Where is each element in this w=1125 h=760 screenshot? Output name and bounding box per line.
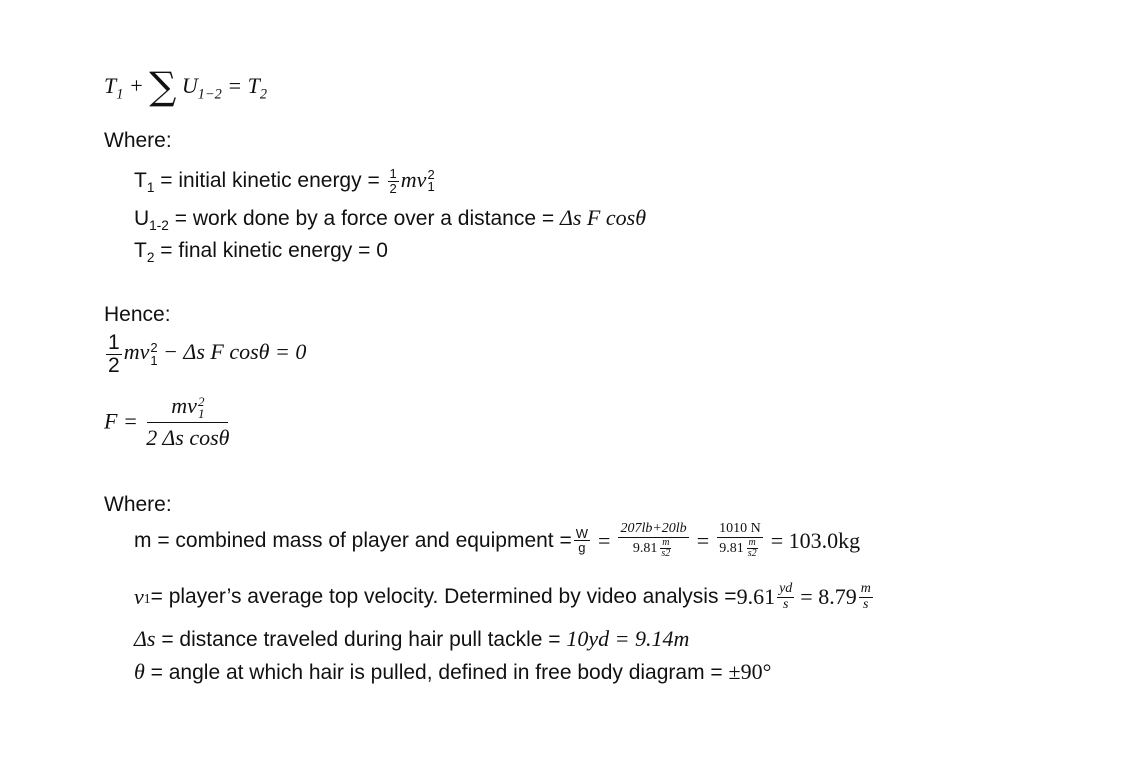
eq-plus: + (128, 73, 144, 98)
eq-equals: = (227, 73, 243, 98)
eq-t2: T (247, 73, 260, 98)
t1-mv: mv (400, 167, 427, 192)
theta-text: = angle at which hair is pulled, defined in free body diagram = (144, 661, 729, 684)
sigma-symbol: ∑ (149, 64, 177, 108)
u-symbol: U (134, 207, 150, 230)
hence-v-sup: 2 (150, 340, 158, 356)
m-num: m (860, 581, 871, 596)
hence-equation-1 (104, 332, 306, 377)
w-over-g-fraction (574, 527, 590, 555)
where-label-1: Where: (104, 129, 172, 152)
t1-symbol: T (134, 169, 147, 192)
lb-den (631, 538, 676, 560)
newton-den (717, 538, 762, 560)
velocity-symbol: v (134, 584, 144, 610)
hence-half-num: 1 (108, 331, 120, 354)
mass-definition (134, 522, 860, 560)
hence-label: Hence: (104, 303, 171, 326)
mass-text: m = combined mass of player and equipment = (134, 528, 572, 552)
distance-definition (134, 626, 689, 653)
hence-v-sub: 1 (150, 352, 158, 368)
t2-symbol: T (134, 239, 147, 262)
hence-half-den: 2 (108, 354, 120, 378)
distance-text: = distance traveled during hair pull tackle = (155, 628, 567, 651)
u-expr: Δs F cosθ (559, 205, 646, 230)
yd-per-s-fraction (777, 582, 794, 612)
g-den: g (578, 540, 586, 556)
mass-eq-1: = (598, 527, 611, 553)
force-num-scripts (197, 393, 205, 421)
newton-den-val: 9.81 (719, 540, 744, 556)
t2-definition (134, 238, 388, 271)
theta-definition (134, 659, 771, 686)
lb-fraction (618, 522, 688, 560)
force-equation (104, 394, 233, 449)
eq-u-sub: 1−2 (197, 86, 222, 103)
lb-num: 207lb+20lb (620, 521, 687, 536)
t1-v-scripts (427, 169, 434, 194)
half-num: 1 (389, 166, 397, 182)
distance-expr: 10yd = 9.14m (566, 626, 690, 651)
t1-definition (134, 167, 435, 201)
energy-equation (104, 64, 267, 108)
newton-fraction (717, 522, 763, 560)
yd-num: yd (779, 581, 793, 596)
force-den: 2 Δs cosθ (146, 425, 230, 451)
hence-rest: − Δs F cosθ = 0 (157, 338, 307, 364)
newton-den-unit (746, 538, 759, 560)
newton-den-unit-num: m (748, 536, 756, 548)
u-definition (134, 205, 646, 239)
eq-t1: T (104, 73, 117, 98)
lb-den-unit-num: m (662, 536, 670, 548)
theta-symbol: θ (134, 659, 145, 684)
force-lhs: F = (104, 408, 138, 434)
where-label-2: Where: (104, 493, 172, 516)
half-den: 2 (389, 180, 397, 196)
newton-den-unit-den: s2 (747, 548, 757, 560)
hence-mv: mv (123, 338, 150, 364)
u-text: = work done by a force over a distance = (168, 207, 560, 230)
hence-half-fraction (106, 332, 122, 377)
mass-result: = 103.0kg (770, 527, 861, 553)
velocity-text: = player’s average top velocity. Determined by video analysis = (150, 585, 737, 609)
velocity-value-1: 9.61 (736, 584, 776, 610)
mass-eq-2: = (696, 527, 710, 553)
lb-den-unit-den: s2 (661, 548, 671, 560)
u-sub: 1-2 (149, 218, 169, 234)
lb-den-val: 9.81 (632, 540, 658, 556)
force-num-sup: 2 (197, 393, 205, 409)
eq-u: U (181, 73, 198, 98)
force-num (147, 394, 228, 423)
t2-sub: 2 (146, 250, 155, 266)
t1-sub: 1 (146, 180, 155, 196)
t2-text: = final kinetic energy = 0 (154, 239, 388, 262)
m-per-s-fraction (859, 582, 873, 612)
newton-num: 1010 N (719, 521, 761, 536)
s-den-2: s (863, 596, 869, 612)
hence-v-scripts (150, 342, 157, 367)
distance-symbol: Δs (134, 626, 156, 651)
velocity-sub: 1 (143, 591, 151, 607)
t1-text: = initial kinetic energy = (154, 169, 386, 192)
velocity-value-2: = 8.79 (800, 584, 857, 610)
force-num-sub: 1 (197, 405, 205, 421)
lb-den-unit (659, 538, 672, 560)
force-fraction (144, 394, 231, 449)
w-num: W (575, 525, 589, 541)
half-fraction (388, 167, 399, 195)
theta-value: ±90° (728, 659, 772, 684)
s-den-1: s (782, 596, 789, 612)
t1-v-sub: 1 (427, 179, 435, 195)
force-num-mv: mv (171, 393, 197, 418)
eq-t2-sub: 2 (259, 86, 268, 103)
velocity-definition (134, 582, 875, 612)
eq-t1-sub: 1 (116, 86, 124, 103)
t1-v-sup: 2 (427, 167, 435, 183)
